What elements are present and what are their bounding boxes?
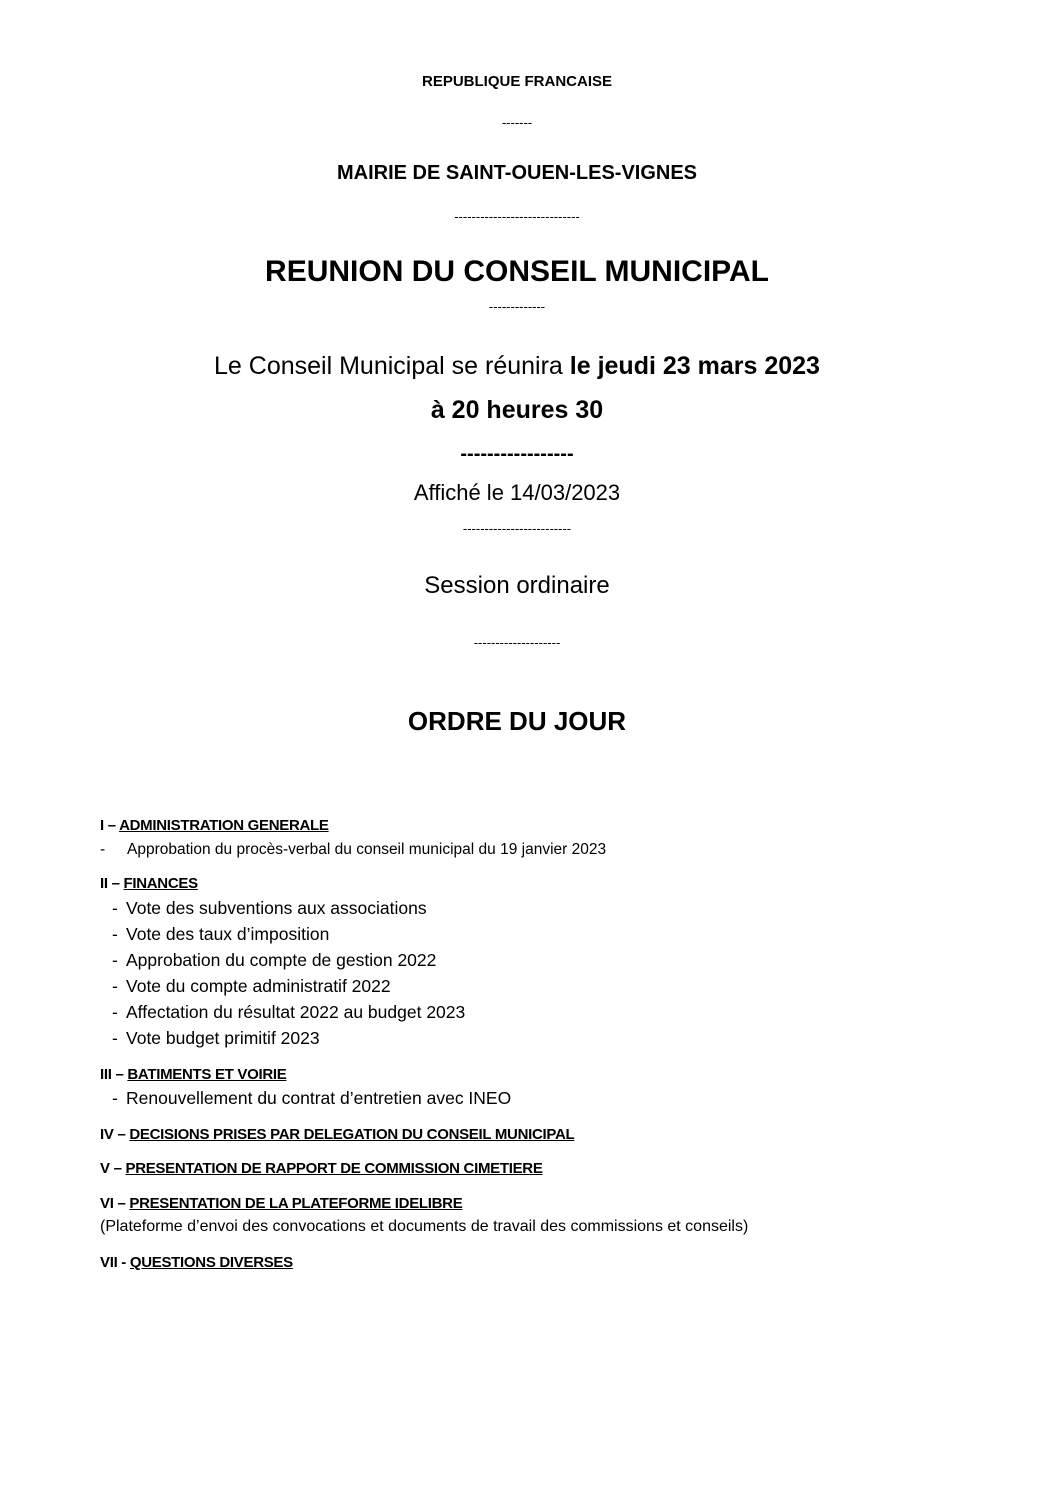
posted-date: Affiché le 14/03/2023: [413, 480, 621, 505]
agenda-item: - Vote des subventions aux associations: [112, 898, 427, 918]
meeting-time: à 20 heures 30: [430, 396, 604, 424]
separator: -------------: [488, 299, 546, 314]
agenda-section-heading: I – ADMINISTRATION GENERALE: [100, 817, 329, 834]
agenda-section-heading: VI – PRESENTATION DE LA PLATEFORME IDELIBRE: [100, 1195, 463, 1212]
agenda-section-heading: II – FINANCES: [100, 875, 198, 892]
agenda-section-heading: III – BATIMENTS ET VOIRIE: [100, 1066, 287, 1083]
meeting-announcement: [0, 354, 1034, 379]
agenda-item: - Affectation du résultat 2022 au budget 2023: [112, 1002, 466, 1022]
separator: --------------------: [473, 635, 561, 650]
separator: -------------------------: [462, 521, 572, 536]
mairie-label: MAIRIE DE SAINT-OUEN-LES-VIGNES: [336, 162, 698, 184]
agenda-section-heading: IV – DECISIONS PRISES PAR DELEGATION DU CONSEIL MUNICIPAL: [100, 1126, 575, 1143]
meeting-intro: Le Conseil Municipal se réunira: [214, 352, 570, 380]
page-title: REUNION DU CONSEIL MUNICIPAL: [265, 255, 769, 288]
agenda-item: - Approbation du compte de gestion 2022: [112, 950, 437, 970]
agenda-item: - Vote budget primitif 2023: [112, 1028, 320, 1048]
agenda-item: - Approbation du procès-verbal du conseil municipal du 19 janvier 2023: [100, 841, 607, 858]
separator: -------: [501, 115, 533, 130]
agenda-item: - Vote du compte administratif 2022: [112, 976, 391, 996]
agenda-section-heading: VII - QUESTIONS DIVERSES: [100, 1254, 293, 1271]
republique-label: REPUBLIQUE FRANCAISE: [421, 73, 612, 90]
agenda-section-heading: V – PRESENTATION DE RAPPORT DE COMMISSION CIMETIERE: [100, 1160, 543, 1177]
agenda-note: (Plateforme d’envoi des convocations et documents de travail des commissions et conseils): [100, 1218, 749, 1235]
session-type: Session ordinaire: [424, 572, 610, 599]
separator: -----------------: [460, 443, 574, 465]
agenda-heading: ORDRE DU JOUR: [407, 706, 627, 736]
agenda-item: - Vote des taux d’imposition: [112, 924, 330, 944]
meeting-date: le jeudi 23 mars 2023: [569, 352, 820, 380]
agenda-item: - Renouvellement du contrat d’entretien avec INEO: [112, 1088, 512, 1108]
separator: -----------------------------: [454, 209, 580, 224]
